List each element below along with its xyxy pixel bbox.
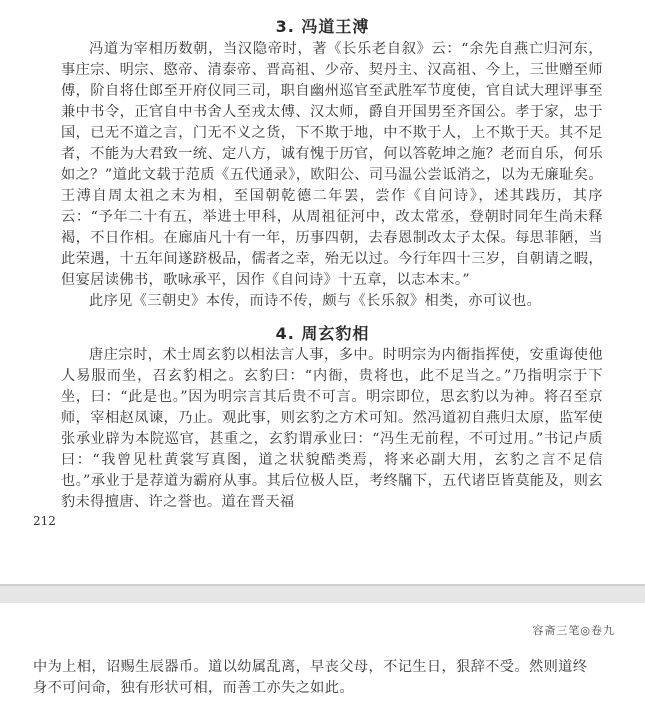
section-title-zhou-xuan-bao: 4. 周玄豹相 — [275, 324, 370, 343]
section1-body — [61, 39, 603, 312]
running-header: 容斋三笔◎卷九 — [532, 624, 615, 637]
section1-paragraph-2: 此序见《三朝史》本传，而诗不传，颇与《长乐叙》相类，亦可议也。 — [89, 293, 542, 309]
page-gap — [0, 586, 645, 603]
section-title-feng-dao-wang-pu: 3. 冯道王溥 — [275, 17, 370, 36]
section2-body — [61, 345, 603, 513]
section1-paragraph-1: 冯道为宰相历数朝，当汉隐帝时，著《长乐老自叙》云：“余先自燕亡归河东，事庄宗、明宗、愍帝、清泰帝、晋高祖、少帝、契丹主、汉高祖、今上，三世赠至师傅，阶自将仕郎至开府仪同三司，职自幽州巡官至武胜军节度使，官自试大理评事至兼中书令，正官自中书舍人至戎太傅、汉太师，爵自开国男至齐国公。孝于家，忠于国，已无不道之言，门无不义之货，下不欺于地，中不欺于人，上不欺于天。其不足者，不能为大君致一统、定八方，诚有愧于历官，何以答乾坤之施？老而自乐，何乐如之？”道此文载于范质《五代通录》，欧阳公、司马温公尝诋消之，以为无廉耻矣。王溥自周太祖之末为相，至国朝乾德二年罢，尝作《自问诗》，述其践历，其序云：“予年二十有五，举进士甲科，从周祖征河中，改太常丞，登朝时同年生尚未释褐，不日作相。在廊庙凡十有一年，历事四朝，去春恩制改太子太保。每思菲陋，当此荣遇，十五年间遂跻极品，儒者之幸，殆无以过。今行年四十三岁，自朝请之暇，但宴居读佛书，歌咏承平，因作《自问诗》十五章，以志本末。” — [61, 41, 603, 288]
section2-paragraph-1: 唐庄宗时，术士周玄豹以相法言人事，多中。时明宗为内衙指挥使，安重诲使他人易服而坐，召玄豹相之。玄豹曰：“内衙，贵将也，此不足当之。”乃指明宗于下坐，曰：“此是也。”因为明宗言其后贵不可言。明宗即位，思玄豹以为神。将召至京师，宰相赵凤谏，乃止。观此事，则玄豹之方术可知。然冯道初自燕归太原，监军使张承业辟为本院巡官，甚重之，玄豹谓承业曰：“冯生无前程，不可过用。”书记卢质曰：“我曾见杜黄裳写真图，道之状貌酷类焉，将来必副大用，玄豹之言不足信也。”承业于是荐道为霸府从事。其后位极人臣，考终牖下，五代诸臣皆莫能及，则玄豹未得擅唐、许之誉也。道在晋天福 — [61, 347, 603, 510]
continuation-text — [33, 657, 593, 699]
page-number: 212 — [33, 514, 56, 528]
continuation-paragraph: 中为上相，诏赐生辰器币。道以幼属乱离，早丧父母，不记生日，狠辞不受。然则道终身不可问命，独有形状可相，而善工亦失之如此。 — [33, 659, 588, 696]
